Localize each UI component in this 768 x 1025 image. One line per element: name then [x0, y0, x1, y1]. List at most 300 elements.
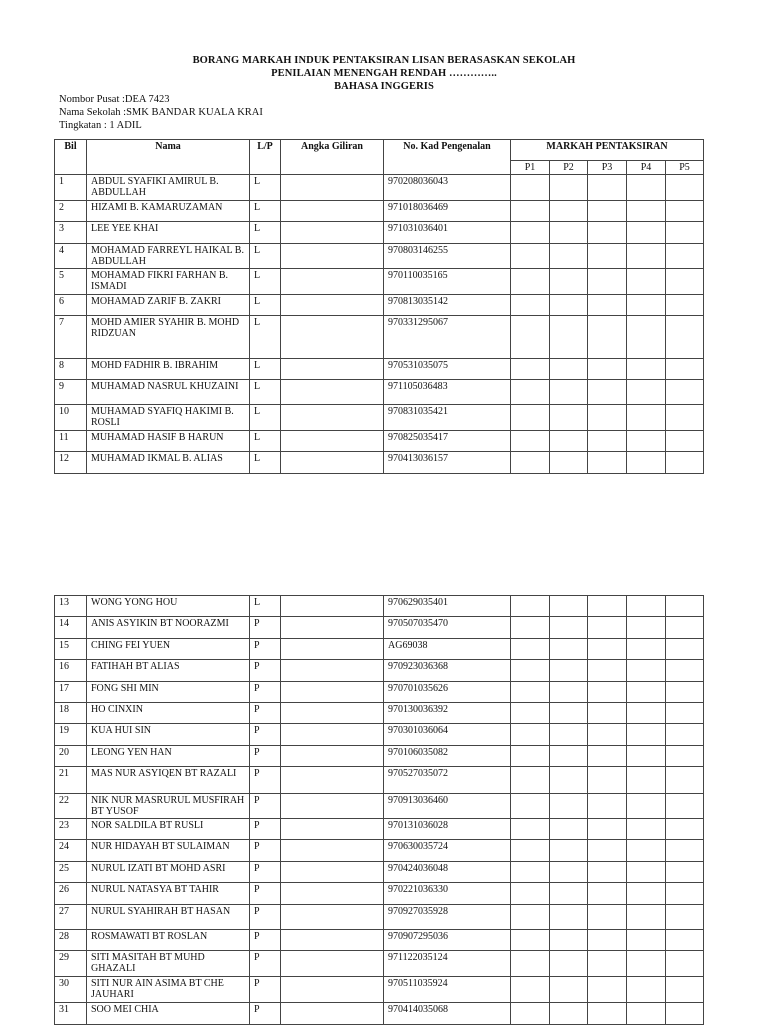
- row-p4[interactable]: [627, 1003, 666, 1025]
- table-row: [55, 380, 704, 405]
- row-p4[interactable]: [627, 617, 666, 639]
- row-p5[interactable]: [666, 269, 704, 295]
- row-angka-giliran[interactable]: [281, 819, 384, 840]
- table-row: [55, 316, 704, 359]
- row-p1[interactable]: [511, 1003, 550, 1025]
- row-p3[interactable]: [588, 767, 627, 794]
- row-bil: 2: [55, 201, 87, 222]
- row-p2[interactable]: [550, 431, 588, 452]
- row-angka-giliran[interactable]: [281, 660, 384, 682]
- table-row: [55, 862, 704, 883]
- table-row: [55, 617, 704, 639]
- row-kad-pengenalan: 970130036392: [384, 703, 511, 724]
- row-p4[interactable]: [627, 883, 666, 905]
- col-header-lp: L/P: [250, 140, 281, 175]
- row-p3[interactable]: [588, 794, 627, 819]
- row-nama: HO CINXIN: [87, 703, 250, 724]
- row-angka-giliran[interactable]: [281, 883, 384, 905]
- row-p1[interactable]: [511, 794, 550, 819]
- row-p1[interactable]: [511, 930, 550, 951]
- marks-table-page-2: [54, 595, 704, 1025]
- row-p2[interactable]: [550, 244, 588, 269]
- row-lp: P: [250, 840, 281, 862]
- row-p5[interactable]: [666, 316, 704, 359]
- row-p4[interactable]: [627, 930, 666, 951]
- row-p1[interactable]: [511, 840, 550, 862]
- row-angka-giliran[interactable]: [281, 977, 384, 1003]
- row-nama: SOO MEI CHIA: [87, 1003, 250, 1025]
- row-angka-giliran[interactable]: [281, 639, 384, 660]
- row-p4[interactable]: [627, 175, 666, 201]
- col-header-angka-giliran: Angka Giliran: [281, 140, 384, 175]
- col-header-markah: MARKAH PENTAKSIRAN: [511, 140, 704, 161]
- row-p5[interactable]: [666, 703, 704, 724]
- row-p1[interactable]: [511, 819, 550, 840]
- row-bil: 16: [55, 660, 87, 682]
- row-p3[interactable]: [588, 452, 627, 474]
- row-p2[interactable]: [550, 930, 588, 951]
- row-p1[interactable]: [511, 269, 550, 295]
- row-p5[interactable]: [666, 951, 704, 977]
- row-p3[interactable]: [588, 617, 627, 639]
- row-angka-giliran[interactable]: [281, 930, 384, 951]
- row-angka-giliran[interactable]: [281, 316, 384, 359]
- row-p1[interactable]: [511, 431, 550, 452]
- table-row: [55, 201, 704, 222]
- row-kad-pengenalan: 970414035068: [384, 1003, 511, 1025]
- row-nama: NOR SALDILA BT RUSLI: [87, 819, 250, 840]
- table-row: [55, 682, 704, 703]
- row-bil: 13: [55, 596, 87, 617]
- row-bil: 12: [55, 452, 87, 474]
- row-p4[interactable]: [627, 682, 666, 703]
- row-p4[interactable]: [627, 452, 666, 474]
- row-p5[interactable]: [666, 244, 704, 269]
- row-p1[interactable]: [511, 316, 550, 359]
- row-p2[interactable]: [550, 175, 588, 201]
- row-p5[interactable]: [666, 930, 704, 951]
- row-p2[interactable]: [550, 767, 588, 794]
- row-angka-giliran[interactable]: [281, 295, 384, 316]
- row-bil: 5: [55, 269, 87, 295]
- row-p4[interactable]: [627, 380, 666, 405]
- row-bil: 1: [55, 175, 87, 201]
- row-p1[interactable]: [511, 767, 550, 794]
- row-p3[interactable]: [588, 1003, 627, 1025]
- row-p5[interactable]: [666, 883, 704, 905]
- row-p4[interactable]: [627, 703, 666, 724]
- row-p2[interactable]: [550, 201, 588, 222]
- row-bil: 11: [55, 431, 87, 452]
- row-p1[interactable]: [511, 951, 550, 977]
- marks-table-page-1: [54, 139, 704, 474]
- table-row: [55, 703, 704, 724]
- row-lp: L: [250, 431, 281, 452]
- row-angka-giliran[interactable]: [281, 840, 384, 862]
- row-nama: MUHAMAD IKMAL B. ALIAS: [87, 452, 250, 474]
- table-row: [55, 596, 704, 617]
- row-bil: 6: [55, 295, 87, 316]
- row-p2[interactable]: [550, 596, 588, 617]
- table-row: [55, 930, 704, 951]
- row-lp: P: [250, 746, 281, 767]
- row-p2[interactable]: [550, 724, 588, 746]
- row-p3[interactable]: [588, 201, 627, 222]
- row-p1[interactable]: [511, 175, 550, 201]
- row-p1[interactable]: [511, 295, 550, 316]
- row-bil: 9: [55, 380, 87, 405]
- row-p3[interactable]: [588, 905, 627, 930]
- row-nama: MOHD AMIER SYAHIR B. MOHD RIDZUAN: [87, 316, 250, 359]
- row-angka-giliran[interactable]: [281, 682, 384, 703]
- row-p3[interactable]: [588, 244, 627, 269]
- row-p5[interactable]: [666, 639, 704, 660]
- row-angka-giliran[interactable]: [281, 244, 384, 269]
- row-p4[interactable]: [627, 951, 666, 977]
- row-p1[interactable]: [511, 405, 550, 431]
- row-p3[interactable]: [588, 724, 627, 746]
- row-kad-pengenalan: 970131036028: [384, 819, 511, 840]
- row-p5[interactable]: [666, 359, 704, 380]
- col-header-nama: Nama: [87, 140, 250, 175]
- row-p1[interactable]: [511, 596, 550, 617]
- row-p5[interactable]: [666, 1003, 704, 1025]
- col-header-p1: P1: [511, 161, 550, 175]
- row-p3[interactable]: [588, 660, 627, 682]
- row-p1[interactable]: [511, 380, 550, 405]
- row-nama: ROSMAWATI BT ROSLAN: [87, 930, 250, 951]
- form-subject: BAHASA INGGERIS: [334, 81, 434, 92]
- row-p4[interactable]: [627, 639, 666, 660]
- row-p4[interactable]: [627, 840, 666, 862]
- row-lp: L: [250, 316, 281, 359]
- row-angka-giliran[interactable]: [281, 794, 384, 819]
- row-p4[interactable]: [627, 201, 666, 222]
- row-p4[interactable]: [627, 794, 666, 819]
- row-p5[interactable]: [666, 380, 704, 405]
- row-angka-giliran[interactable]: [281, 222, 384, 244]
- table-row: [55, 794, 704, 819]
- row-p3[interactable]: [588, 175, 627, 201]
- table-row: [55, 269, 704, 295]
- row-p4[interactable]: [627, 244, 666, 269]
- row-p1[interactable]: [511, 703, 550, 724]
- row-p5[interactable]: [666, 431, 704, 452]
- form-subtitle: PENILAIAN MENENGAH RENDAH …………..: [271, 68, 497, 79]
- row-angka-giliran[interactable]: [281, 951, 384, 977]
- row-bil: 17: [55, 682, 87, 703]
- row-p1[interactable]: [511, 883, 550, 905]
- row-p3[interactable]: [588, 840, 627, 862]
- row-p5[interactable]: [666, 794, 704, 819]
- row-p4[interactable]: [627, 905, 666, 930]
- row-kad-pengenalan: 970803146255: [384, 244, 511, 269]
- row-lp: P: [250, 724, 281, 746]
- row-p5[interactable]: [666, 201, 704, 222]
- row-p2[interactable]: [550, 617, 588, 639]
- row-angka-giliran[interactable]: [281, 724, 384, 746]
- row-lp: P: [250, 639, 281, 660]
- row-angka-giliran[interactable]: [281, 359, 384, 380]
- table-row: [55, 405, 704, 431]
- row-angka-giliran[interactable]: [281, 431, 384, 452]
- row-p4[interactable]: [627, 405, 666, 431]
- row-angka-giliran[interactable]: [281, 767, 384, 794]
- row-bil: 20: [55, 746, 87, 767]
- row-lp: P: [250, 703, 281, 724]
- row-p3[interactable]: [588, 682, 627, 703]
- row-kad-pengenalan: 970413036157: [384, 452, 511, 474]
- row-kad-pengenalan: 970629035401: [384, 596, 511, 617]
- table-row: [55, 905, 704, 930]
- row-angka-giliran[interactable]: [281, 269, 384, 295]
- row-p2[interactable]: [550, 359, 588, 380]
- row-p3[interactable]: [588, 746, 627, 767]
- row-p2[interactable]: [550, 380, 588, 405]
- row-p5[interactable]: [666, 175, 704, 201]
- row-nama: MUHAMAD HASIF B HARUN: [87, 431, 250, 452]
- table-row: [55, 746, 704, 767]
- row-p2[interactable]: [550, 951, 588, 977]
- row-angka-giliran[interactable]: [281, 862, 384, 883]
- row-bil: 23: [55, 819, 87, 840]
- row-p2[interactable]: [550, 819, 588, 840]
- row-p3[interactable]: [588, 819, 627, 840]
- row-kad-pengenalan: 970913036460: [384, 794, 511, 819]
- row-p1[interactable]: [511, 639, 550, 660]
- row-p2[interactable]: [550, 639, 588, 660]
- row-angka-giliran[interactable]: [281, 405, 384, 431]
- row-p3[interactable]: [588, 596, 627, 617]
- row-lp: P: [250, 794, 281, 819]
- row-p3[interactable]: [588, 639, 627, 660]
- row-p3[interactable]: [588, 380, 627, 405]
- row-nama: MUHAMAD NASRUL KHUZAINI: [87, 380, 250, 405]
- row-p2[interactable]: [550, 746, 588, 767]
- tingkatan: Tingkatan : 1 ADIL: [59, 120, 142, 131]
- row-nama: MUHAMAD SYAFIQ HAKIMI B. ROSLI: [87, 405, 250, 431]
- row-p4[interactable]: [627, 819, 666, 840]
- row-kad-pengenalan: 971018036469: [384, 201, 511, 222]
- row-p3[interactable]: [588, 269, 627, 295]
- table-row: [55, 724, 704, 746]
- row-p3[interactable]: [588, 316, 627, 359]
- row-kad-pengenalan: 971122035124: [384, 951, 511, 977]
- row-p5[interactable]: [666, 840, 704, 862]
- row-p5[interactable]: [666, 452, 704, 474]
- row-angka-giliran[interactable]: [281, 617, 384, 639]
- row-angka-giliran[interactable]: [281, 380, 384, 405]
- row-p1[interactable]: [511, 977, 550, 1003]
- row-p4[interactable]: [627, 746, 666, 767]
- row-lp: L: [250, 244, 281, 269]
- nombor-pusat: Nombor Pusat :DEA 7423: [59, 94, 170, 105]
- row-p2[interactable]: [550, 1003, 588, 1025]
- table-row: [55, 660, 704, 682]
- row-p3[interactable]: [588, 359, 627, 380]
- table-row: [55, 1003, 704, 1025]
- row-kad-pengenalan: 970813035142: [384, 295, 511, 316]
- row-p2[interactable]: [550, 883, 588, 905]
- row-lp: L: [250, 175, 281, 201]
- row-lp: L: [250, 596, 281, 617]
- row-p2[interactable]: [550, 452, 588, 474]
- row-p2[interactable]: [550, 222, 588, 244]
- row-p5[interactable]: [666, 819, 704, 840]
- row-p3[interactable]: [588, 862, 627, 883]
- col-header-p5: P5: [666, 161, 704, 175]
- row-p3[interactable]: [588, 977, 627, 1003]
- row-p4[interactable]: [627, 724, 666, 746]
- row-kad-pengenalan: 970424036048: [384, 862, 511, 883]
- row-p3[interactable]: [588, 883, 627, 905]
- row-lp: L: [250, 222, 281, 244]
- row-p4[interactable]: [627, 359, 666, 380]
- row-p4[interactable]: [627, 316, 666, 359]
- row-bil: 15: [55, 639, 87, 660]
- row-p2[interactable]: [550, 295, 588, 316]
- row-p5[interactable]: [666, 724, 704, 746]
- row-p5[interactable]: [666, 746, 704, 767]
- row-bil: 4: [55, 244, 87, 269]
- row-p3[interactable]: [588, 930, 627, 951]
- row-p2[interactable]: [550, 977, 588, 1003]
- row-p4[interactable]: [627, 862, 666, 883]
- row-kad-pengenalan: 970923036368: [384, 660, 511, 682]
- row-p1[interactable]: [511, 244, 550, 269]
- row-p1[interactable]: [511, 862, 550, 883]
- row-bil: 28: [55, 930, 87, 951]
- row-lp: L: [250, 452, 281, 474]
- table-row: [55, 951, 704, 977]
- row-nama: NURUL NATASYA BT TAHIR: [87, 883, 250, 905]
- row-p5[interactable]: [666, 596, 704, 617]
- row-p5[interactable]: [666, 767, 704, 794]
- row-p2[interactable]: [550, 794, 588, 819]
- row-nama: MAS NUR ASYIQEN BT RAZALI: [87, 767, 250, 794]
- row-p1[interactable]: [511, 452, 550, 474]
- row-p3[interactable]: [588, 295, 627, 316]
- row-p1[interactable]: [511, 222, 550, 244]
- row-p3[interactable]: [588, 951, 627, 977]
- row-p1[interactable]: [511, 660, 550, 682]
- row-bil: 10: [55, 405, 87, 431]
- table-row: [55, 359, 704, 380]
- row-p5[interactable]: [666, 295, 704, 316]
- row-kad-pengenalan: 970630035724: [384, 840, 511, 862]
- row-nama: WONG YONG HOU: [87, 596, 250, 617]
- row-kad-pengenalan: 970106035082: [384, 746, 511, 767]
- row-p3[interactable]: [588, 405, 627, 431]
- row-nama: FONG SHI MIN: [87, 682, 250, 703]
- col-header-bil: Bil: [55, 140, 87, 175]
- row-p2[interactable]: [550, 905, 588, 930]
- row-nama: FATIHAH BT ALIAS: [87, 660, 250, 682]
- row-p5[interactable]: [666, 682, 704, 703]
- row-angka-giliran[interactable]: [281, 175, 384, 201]
- row-angka-giliran[interactable]: [281, 596, 384, 617]
- row-p5[interactable]: [666, 222, 704, 244]
- form-title: BORANG MARKAH INDUK PENTAKSIRAN LISAN BERASASKAN SEKOLAH: [192, 55, 576, 66]
- row-p2[interactable]: [550, 703, 588, 724]
- row-lp: P: [250, 883, 281, 905]
- row-nama: NURUL IZATI BT MOHD ASRI: [87, 862, 250, 883]
- row-p2[interactable]: [550, 269, 588, 295]
- row-p1[interactable]: [511, 682, 550, 703]
- row-p1[interactable]: [511, 617, 550, 639]
- table-row: [55, 883, 704, 905]
- row-p5[interactable]: [666, 977, 704, 1003]
- row-bil: 19: [55, 724, 87, 746]
- row-p5[interactable]: [666, 905, 704, 930]
- table-row: [55, 452, 704, 474]
- row-p2[interactable]: [550, 840, 588, 862]
- row-angka-giliran[interactable]: [281, 452, 384, 474]
- row-nama: KUA HUI SIN: [87, 724, 250, 746]
- row-p4[interactable]: [627, 295, 666, 316]
- row-p1[interactable]: [511, 746, 550, 767]
- row-angka-giliran[interactable]: [281, 746, 384, 767]
- row-p4[interactable]: [627, 222, 666, 244]
- row-lp: L: [250, 380, 281, 405]
- row-angka-giliran[interactable]: [281, 905, 384, 930]
- row-kad-pengenalan: 971105036483: [384, 380, 511, 405]
- row-p1[interactable]: [511, 201, 550, 222]
- row-p2[interactable]: [550, 316, 588, 359]
- row-p4[interactable]: [627, 431, 666, 452]
- row-bil: 25: [55, 862, 87, 883]
- row-bil: 31: [55, 1003, 87, 1025]
- row-p4[interactable]: [627, 660, 666, 682]
- row-nama: SITI MASITAH BT MUHD GHAZALI: [87, 951, 250, 977]
- row-bil: 22: [55, 794, 87, 819]
- row-lp: P: [250, 862, 281, 883]
- row-p5[interactable]: [666, 862, 704, 883]
- row-p1[interactable]: [511, 905, 550, 930]
- table-row: [55, 295, 704, 316]
- row-p4[interactable]: [627, 767, 666, 794]
- row-p5[interactable]: [666, 617, 704, 639]
- row-p1[interactable]: [511, 359, 550, 380]
- row-angka-giliran[interactable]: [281, 703, 384, 724]
- row-kad-pengenalan: 970208036043: [384, 175, 511, 201]
- row-p2[interactable]: [550, 660, 588, 682]
- row-kad-pengenalan: 970825035417: [384, 431, 511, 452]
- row-bil: 26: [55, 883, 87, 905]
- row-p5[interactable]: [666, 660, 704, 682]
- row-p5[interactable]: [666, 405, 704, 431]
- row-p2[interactable]: [550, 682, 588, 703]
- row-p2[interactable]: [550, 405, 588, 431]
- row-p2[interactable]: [550, 862, 588, 883]
- row-lp: L: [250, 295, 281, 316]
- row-p3[interactable]: [588, 703, 627, 724]
- row-lp: P: [250, 977, 281, 1003]
- row-kad-pengenalan: 970511035924: [384, 977, 511, 1003]
- row-p4[interactable]: [627, 977, 666, 1003]
- table-row: [55, 840, 704, 862]
- col-header-p3: P3: [588, 161, 627, 175]
- row-nama: NURUL SYAHIRAH BT HASAN: [87, 905, 250, 930]
- row-angka-giliran[interactable]: [281, 201, 384, 222]
- row-p4[interactable]: [627, 269, 666, 295]
- row-nama: HIZAMI B. KAMARUZAMAN: [87, 201, 250, 222]
- row-p4[interactable]: [627, 596, 666, 617]
- row-p1[interactable]: [511, 724, 550, 746]
- row-p3[interactable]: [588, 222, 627, 244]
- row-p3[interactable]: [588, 431, 627, 452]
- row-angka-giliran[interactable]: [281, 1003, 384, 1025]
